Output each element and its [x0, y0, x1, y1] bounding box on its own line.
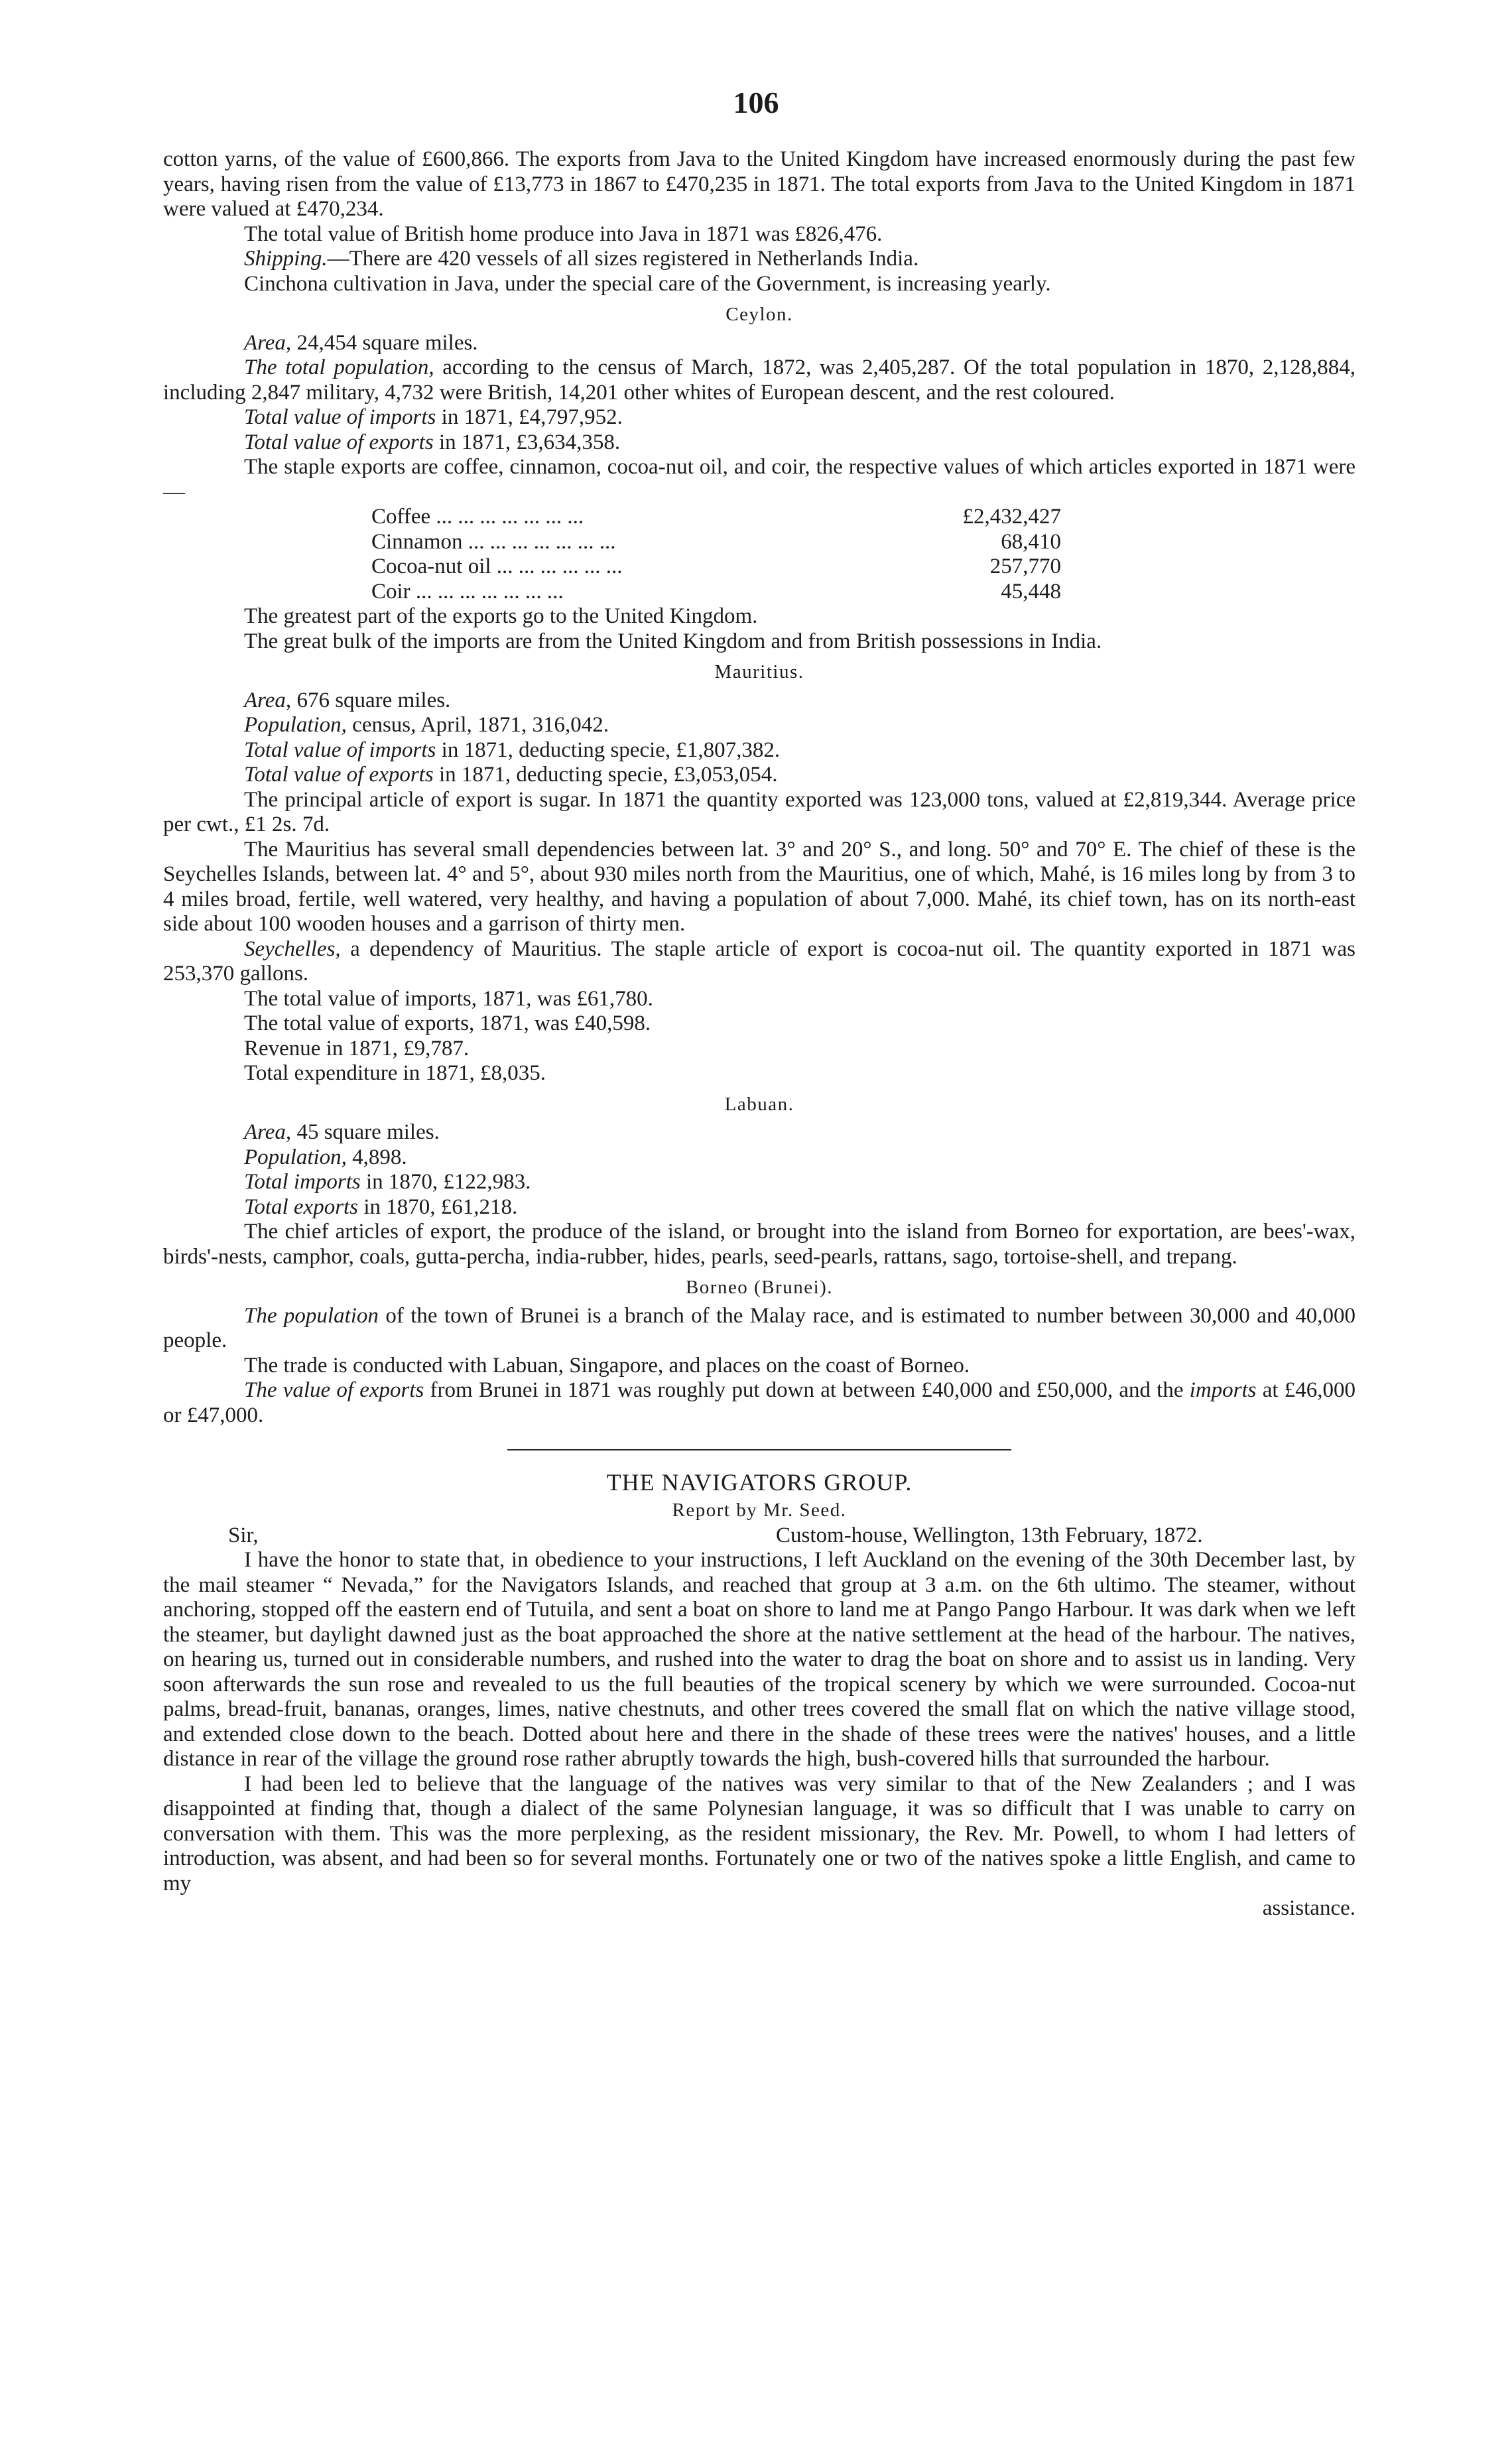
labuan-area-text: 45 square miles.	[291, 1120, 440, 1144]
item-value: 257,770	[989, 554, 1061, 578]
labuan-exports-text: in 1870, £61,218.	[358, 1194, 518, 1219]
seychelles-exports: The total value of exports, 1871, was £40,598.	[244, 1011, 651, 1035]
item-value: 68,410	[1001, 529, 1061, 554]
labuan-pop-text: 4,898.	[346, 1145, 407, 1169]
item-name: Cocoa-nut oil ... ... ... ... ... ...	[371, 554, 623, 578]
java-cinchona: Cinchona cultivation in Java, under the special care of the Government, is increasing yearly.	[244, 271, 1051, 296]
ceylon-staple: The staple exports are coffee, cinnamon, cocoa-nut oil, and coir, the respective values of which articles exported in 1871 were—	[163, 455, 1355, 504]
item-value: 45,448	[1001, 579, 1061, 604]
table-row	[371, 554, 1061, 580]
labuan-exports	[163, 1195, 1355, 1220]
borneo-trade: The trade is conducted with Labuan, Singapore, and places on the coast of Borneo.	[244, 1353, 970, 1378]
seychelles	[163, 937, 1355, 987]
seychelles-imports: The total value of imports, 1871, was £61,780.	[244, 986, 653, 1011]
page-number: 106	[733, 86, 779, 119]
mauritius-dependencies: The Mauritius has several small dependencies between lat. 3° and 20° S., and long. 50° and 70° E. The chief of these is the Seychelles Islands, between lat. 4° and 5°, about 930 miles north from the Mauritius, one of which, Mahé, is 16 miles long by from 3 to 4 miles broad, fertile, well watered, very healthy, and having a population of about 7,000. Mahé, its chief town, has on its north-east side about 100 wooden houses and a garrison of thirty men.	[163, 837, 1355, 936]
ceylon-bulk: The great bulk of the imports are from the United Kingdom and from British possessions in India.	[244, 629, 1102, 653]
labuan-imports-label: Total imports	[244, 1170, 361, 1194]
table-row	[371, 580, 1061, 605]
ceylon-exports-label: Total value of exports	[244, 430, 434, 454]
borneo-value-text: from Brunei in 1871 was roughly put down at between £40,000 and £50,000, and the	[424, 1378, 1190, 1402]
borneo-value-end: at £46,000 or £47,000.	[163, 1378, 1355, 1427]
ceylon-population	[163, 355, 1355, 405]
ceylon-area-label: Area,	[244, 330, 292, 355]
mauritius-area-label: Area,	[244, 688, 292, 712]
ceylon-greatest: The greatest part of the exports go to the United Kingdom.	[244, 604, 758, 628]
ceylon-imports-text: in 1871, £4,797,952.	[436, 405, 623, 429]
labuan-area	[163, 1120, 1355, 1145]
mauritius-area-text: 676 square miles.	[291, 688, 451, 712]
page-body	[163, 147, 1355, 1921]
item-value: £2,432,427	[962, 505, 1061, 529]
labuan-imports	[163, 1170, 1355, 1195]
letter-address: Custom-house, Wellington, 13th February, 1872.	[776, 1523, 1203, 1547]
mauritius-sugar: The principal article of export is sugar. In 1871 the quantity exported was 123,000 tons, valued at £2,819,344. Average price per cwt., £1 2s. 7d.	[163, 787, 1355, 836]
labuan-exports-label: Total exports	[244, 1194, 359, 1219]
java-shipping	[163, 247, 1355, 272]
salutation: Sir,	[228, 1523, 259, 1547]
letter-paragraph-1: I have the honor to state that, in obedience to your instructions, I left Auckland on the evening of the 30th December last, by the mail steamer “ Nevada,” for the Navigators Islands, and reached that group at 3 a.m. on the 6th ultimo. The steamer, without anchoring, stopped off the eastern end of Tutuila, and sent a boat on shore to land me at Pango Pango Harbour. It was dark when we left the steamer, but daylight dawned just as the boat approached the shore at the native settlement at the head of the harbour. The natives, on hearing us, turned out in considerable numbers, and rushed into the water to drag the boat on shore and to assist us in landing. Very soon afterwards the sun rose and revealed to us the full beauties of the tropical scenery by which we were surrounded. Cocoa-nut palms, bread-fruit, bananas, oranges, limes, native chestnuts, and other trees covered the small flat on which the native village stood, and extended close down to the beach. Dotted about here and there in the shade of these trees were the natives' houses, and a little distance in rear of the village the ground rose rather abruptly towards the high, bush-covered hills that surrounded the harbour.	[163, 1548, 1355, 1771]
borneo-heading: Borneo (Brunei).	[685, 1277, 834, 1298]
ceylon-exports-text: in 1871, £3,634,358.	[433, 430, 621, 454]
ceylon-exports	[163, 430, 1355, 456]
mauritius-pop-label: Population,	[244, 713, 347, 737]
mauritius-imports-text: in 1871, deducting specie, £1,807,382.	[436, 738, 781, 762]
ceylon-area-text: 24,454 square miles.	[291, 330, 478, 355]
shipping-label: Shipping.	[244, 247, 328, 271]
borneo-imports-word: imports	[1189, 1378, 1257, 1402]
item-name: Coffee ... ... ... ... ... ... ...	[371, 505, 584, 529]
borneo-pop-label: The population	[244, 1303, 379, 1328]
seychelles-revenue: Revenue in 1871, £9,787.	[244, 1036, 470, 1061]
borneo-population	[163, 1304, 1355, 1354]
navigators-subtitle: Report by Mr. Seed.	[672, 1500, 847, 1521]
seychelles-label: Seychelles,	[244, 936, 341, 961]
mauritius-imports	[163, 738, 1355, 763]
item-name: Coir ... ... ... ... ... ... ...	[371, 579, 564, 604]
section-divider	[507, 1449, 1011, 1450]
mauritius-exports-label: Total value of exports	[244, 763, 434, 787]
borneo-exports	[163, 1378, 1355, 1428]
mauritius-heading: Mauritius.	[714, 661, 804, 682]
borneo-pop-text: of the town of Brunei is a branch of the Malay race, and is estimated to number between 30,000 and 40,000 people.	[163, 1303, 1355, 1352]
java-paragraph: cotton yarns, of the value of £600,866. The exports from Java to the United Kingdom have increased enormously during the past few years, having risen from the value of £13,773 in 1867 to £470,235 in 1871. The total exports from Java to the United Kingdom in 1871 were valued at £470,234.	[163, 147, 1355, 221]
seychelles-text: a dependency of Mauritius. The staple article of export is cocoa-nut oil. The quantity exported in 1871 was 253,370 gallons.	[163, 936, 1355, 986]
ceylon-area	[163, 331, 1355, 356]
seychelles-expenditure: Total expenditure in 1871, £8,035.	[244, 1061, 546, 1085]
catchword: assistance.	[1262, 1896, 1355, 1920]
labuan-pop-label: Population,	[244, 1145, 347, 1169]
mauritius-population	[163, 713, 1355, 738]
ceylon-heading: Ceylon.	[725, 304, 793, 325]
labuan-imports-text: in 1870, £122,983.	[360, 1170, 531, 1194]
labuan-heading: Labuan.	[724, 1093, 794, 1115]
table-row	[371, 505, 1061, 530]
letter-header	[163, 1523, 1355, 1549]
navigators-title: THE NAVIGATORS GROUP.	[606, 1469, 913, 1496]
ceylon-pop-text: according to the census of March, 1872, was 2,405,287. Of the total population in 1870, 2,128,884, including 2,847 military, 4,732 were British, 14,201 other whites of European descent, and the rest coloured.	[163, 355, 1356, 405]
mauritius-imports-label: Total value of imports	[244, 738, 436, 762]
labuan-population	[163, 1145, 1355, 1171]
ceylon-imports-label: Total value of imports	[244, 405, 436, 429]
labuan-area-label: Area,	[244, 1120, 292, 1144]
ceylon-exports-table	[371, 505, 1061, 604]
shipping-text: —There are 420 vessels of all sizes registered in Netherlands India.	[327, 247, 919, 271]
java-british-produce: The total value of British home produce into Java in 1871 was £826,476.	[244, 222, 883, 246]
ceylon-pop-label: The total population,	[244, 355, 434, 379]
mauritius-pop-text: census, April, 1871, 316,042.	[346, 713, 609, 737]
item-name: Cinnamon ... ... ... ... ... ... ...	[371, 529, 616, 554]
table-row	[371, 530, 1061, 555]
mauritius-exports-text: in 1871, deducting specie, £3,053,054.	[433, 763, 778, 787]
borneo-value-label: The value of exports	[244, 1378, 424, 1402]
labuan-chief-articles: The chief articles of export, the produce of the island, or brought into the island from Borneo for exportation, are bees'-wax, birds'-nests, camphor, coals, gutta-percha, india-rubber, hides, pearls, seed-pearls, rattans, sago, tortoise-shell, and trepang.	[163, 1220, 1355, 1269]
ceylon-imports	[163, 405, 1355, 430]
mauritius-exports	[163, 763, 1355, 788]
mauritius-area	[163, 688, 1355, 714]
letter-paragraph-2: I had been led to believe that the language of the natives was very similar to that of the New Zealanders ; and I was disappointed at finding that, though a dialect of the same Polynesian language, it was so difficult that I was unable to carry on conversation with them. This was the more perplexing, as the resident missionary, the Rev. Mr. Powell, to whom I had letters of introduction, was absent, and had been so for several months. Fortunately one or two of the natives spoke a little English, and came to my	[163, 1771, 1355, 1896]
